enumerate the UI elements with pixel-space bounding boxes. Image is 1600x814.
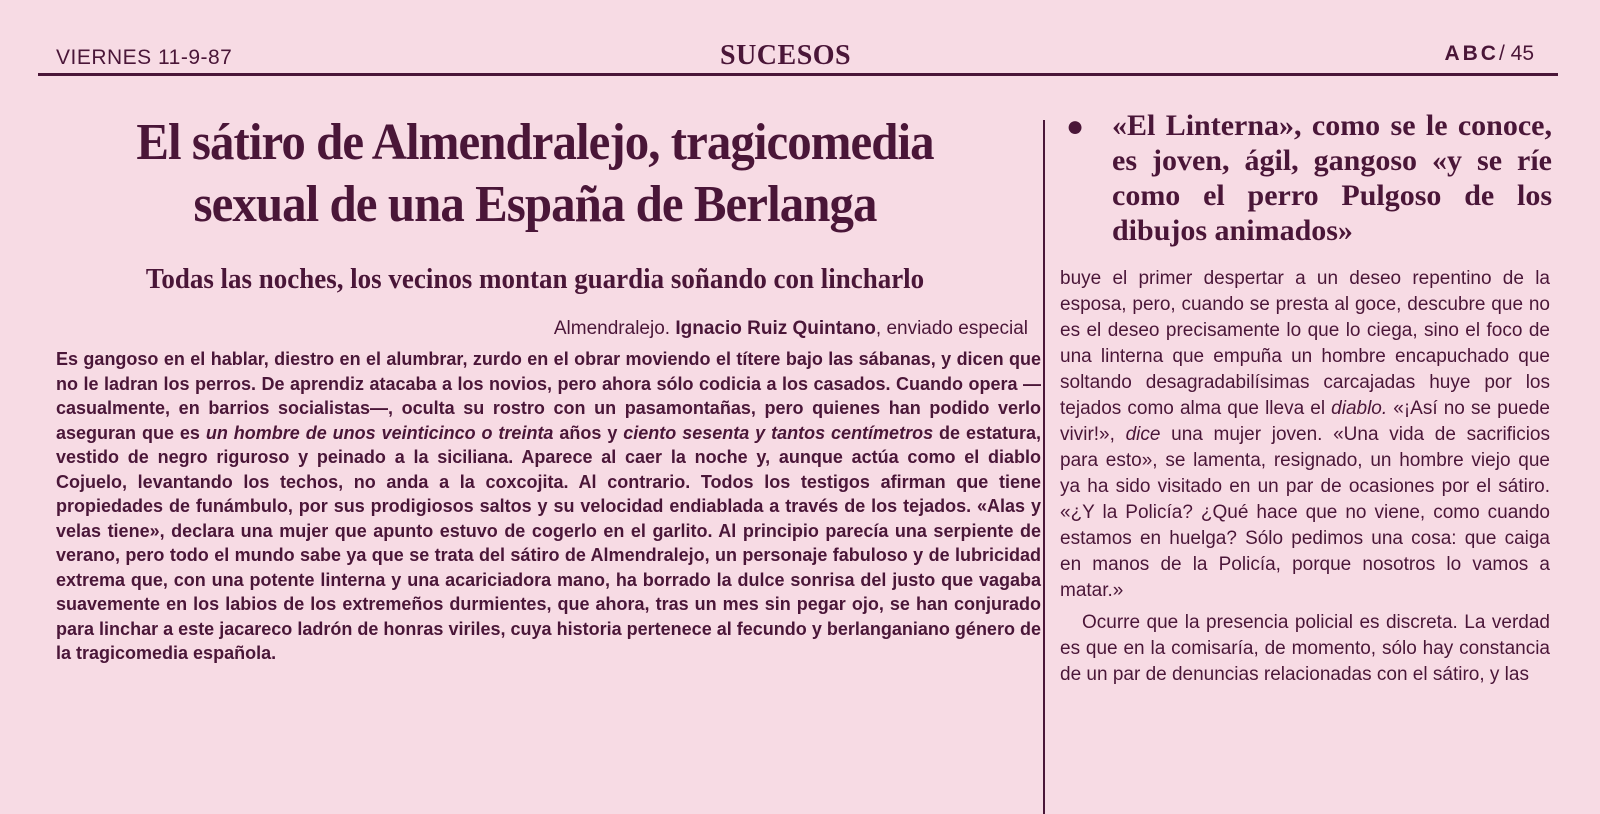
- byline-place: Almendralejo.: [553, 318, 671, 339]
- sidebar-text: «¡Así no se puede vivir!»,: [1060, 398, 1550, 445]
- byline-role: , enviado especial: [875, 318, 1028, 339]
- lead-text: Es gangoso en el hablar, diestro en el alumbrar, zurdo en el obrar moviendo el títere bajo las sábanas, y dicen que no le ladran los perros. De aprendiz atacaba a los novios, pero ahora sólo codicia a los casados. Cuando opera —casualmente, en barrios socialistas—, oculta su rostro con un pasamontañas, pero quienes han podido verlo aseguran que es: [56, 349, 1041, 443]
- sidebar-italic: diablo.: [1331, 398, 1388, 419]
- article-lead: [56, 347, 1041, 666]
- byline: [554, 318, 1028, 340]
- page-marker: [1444, 42, 1534, 66]
- sidebar-paragraph: Ocurre que la presencia policial es discreta. La verdad es que en la comisaría, de momento, sólo hay constancia de un par de denuncias relacionadas con el sátiro, y las: [1060, 612, 1550, 685]
- paper-name: ABC: [1444, 42, 1499, 65]
- sidebar-paragraph: [1060, 266, 1550, 604]
- lead-text: de estatura, vestido de negro riguroso y peinado a la siciliana. Aparece al caer la noche y, aunque actúa como el diablo Cojuelo, levantando los techos, no anda a la coxcojita. Al contrario. Todos los testigos afirman que tiene propiedades de funámbulo, por sus prodigiosos saltos y su velocidad endiablada a través de los tejados. «Alas y velas tiene», declara una mujer que apunto estuvo de cogerlo en el garlito. Al principio parecía una serpiente de verano, pero todo el mundo sabe ya que se trata del sátiro de Almendralejo, un personaje fabuloso y de lubricidad extrema que, con una potente linterna y una acariciadora mano, ha borrado la dulce sonrisa del justo que vagaba suavemente en los labios de los extremeños durmientes, que ahora, tras un mes sin pegar ojo, se han conjurado para linchar a este jacareco ladrón de honras viriles, cuya historia pertenece al fecundo y berlanganiano género de la tragicomedia española.: [56, 422, 1041, 663]
- lead-italic: un hombre de unos veinticinco o treinta: [205, 422, 554, 443]
- column-divider: [1043, 120, 1045, 814]
- masthead-rule: [38, 73, 1558, 76]
- page-number: / 45: [1498, 42, 1534, 65]
- byline-author: Ignacio Ruiz Quintano: [675, 318, 876, 339]
- masthead-date: VIERNES 11-9-87: [56, 46, 233, 69]
- sidebar-body: [1060, 266, 1550, 688]
- sidebar-text: buye el primer despertar a un deseo repentino de la esposa, pero, cuando se presta al goce, descubre que no es el deseo precisamente lo que lo ciega, sino el foco de una linterna que empuña un hombre encapuchado que soltando desagradabilísimas carcajadas huye por los tejados como alma que lleva el: [1060, 268, 1550, 419]
- article-headline: El sátiro de Almendralejo, tragicomedia sexual de una España de Berlanga: [136, 114, 934, 233]
- sidebar-heading: «El Linterna», como se le conoce, es joven, ágil, gangoso «y se ríe como el perro Pulgoso de los dibujos animados»: [1112, 109, 1552, 247]
- section-title: SUCESOS: [720, 40, 852, 71]
- sidebar-text: una mujer joven. «Una vida de sacrificios para esto», se lamenta, resignado, un hombre viejo que ya ha sido visitado en un par de ocasiones por el sátiro. «¿Y la Policía? ¿Qué hace que no viene, como cuando estamos en huelga? Sólo pedimos una cosa: que caiga en manos de la Policía, porque nosotros lo vamos a matar.»: [1060, 424, 1550, 601]
- sidebar-italic: dice: [1125, 424, 1161, 445]
- article-subheadline: Todas las noches, los vecinos montan guardia soñando con lincharlo: [145, 263, 925, 295]
- lead-italic: ciento sesenta y tantos centímetros: [623, 422, 934, 443]
- lead-text: años y: [553, 422, 624, 443]
- bullet-icon: ●: [1066, 110, 1085, 143]
